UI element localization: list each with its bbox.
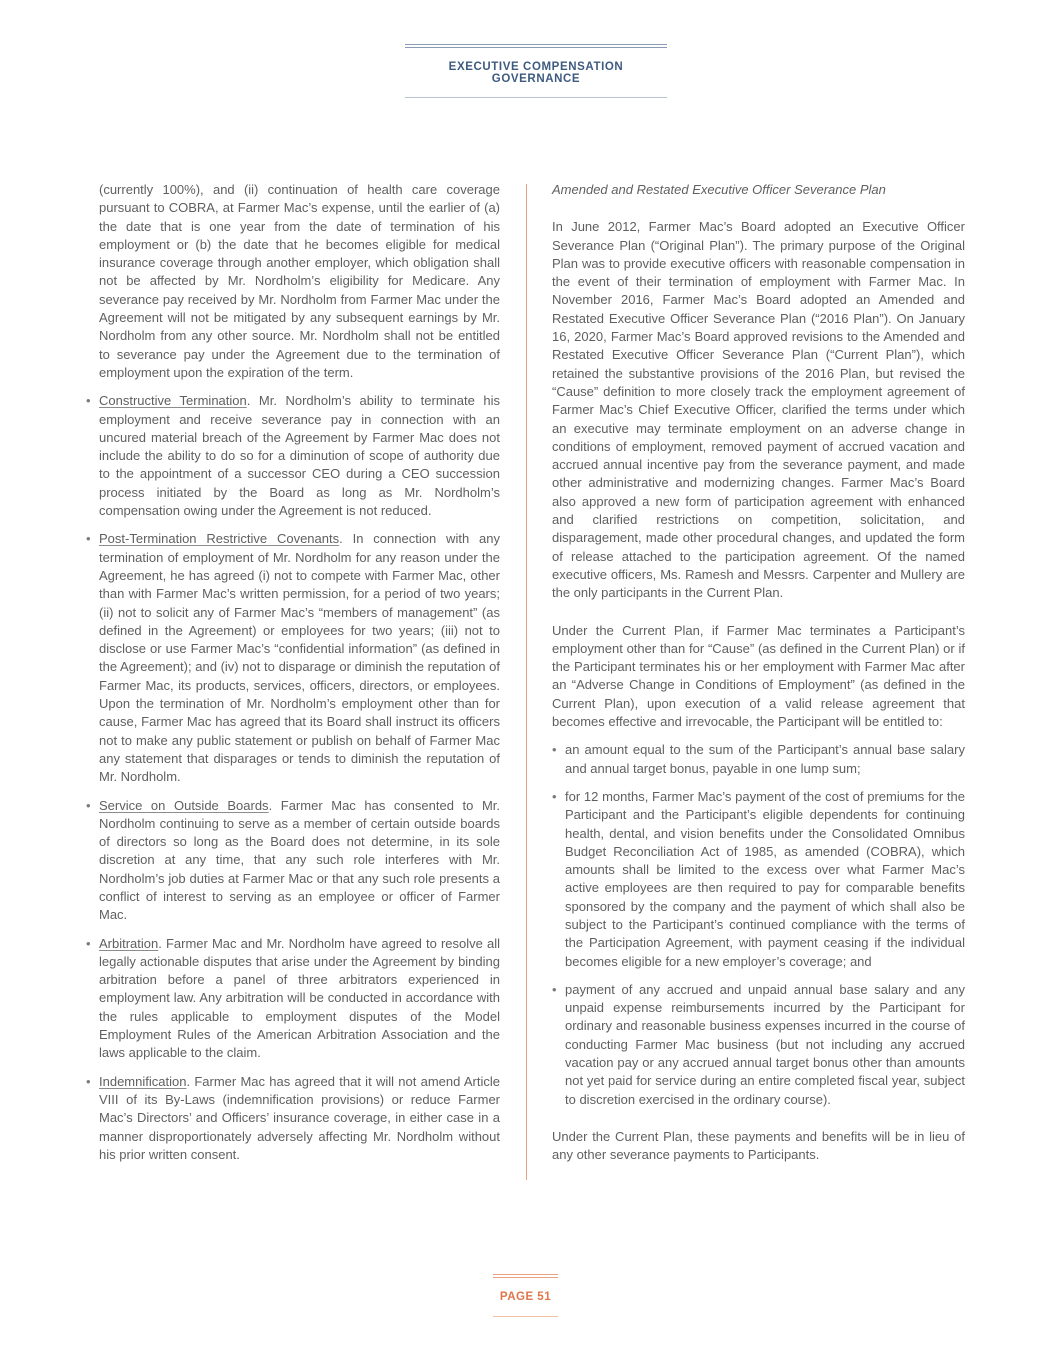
- bullet-indemnification: [86, 1073, 500, 1164]
- bullet-dot-icon: •: [86, 393, 91, 409]
- bullet-term: Indemnification: [99, 1073, 187, 1089]
- entitlement-bullet-text: for 12 months, Farmer Mac’s payment of the cost of premiums for the Participant and the Participant’s eligible dependents for continuing health, dental, and vision benefits under the Consolidated Omnibus Budget Reconciliation Act of 1985, as amended (COBRA), which amounts shall be limited to the excess over what Farmer Mac’s active employees are then required to pay for comparable benefits sponsored by the company and the payment of which shall also be subject to the Participant’s continued compliance with the terms of the Participation Agreement, with payment ceasing if the individual becomes eligible for a new employer’s coverage; and: [565, 788, 965, 969]
- bullet-restrictive-covenants: [86, 530, 500, 786]
- bullet-dot-icon: •: [86, 1073, 91, 1089]
- bullet-outside-boards: [86, 797, 500, 925]
- left-column: [86, 181, 500, 1174]
- left-intro-paragraph: (currently 100%), and (ii) continuation of health care coverage pursuant to COBRA, at Farmer Mac’s expense, until the earlier of (a) the date that is one year from the date of termination of his employment or (b) the date that he becomes eligible for medical insurance coverage through another employer, which obligation shall not be affected by Mr. Nordholm’s eligibility for Medicare. Any severance pay received by Mr. Nordholm from Farmer Mac under the Agreement will not be mitigated by any subsequent earnings by Mr. Nordholm from any other source. Mr. Nordholm shall not be entitled to severance pay under the Agreement due to the termination of employment upon the expiration of the term.: [99, 182, 500, 380]
- bullet-constructive-termination: [86, 392, 500, 520]
- page-footer: [493, 1274, 558, 1317]
- header-rule-bottom: [405, 97, 667, 98]
- bullet-dot-icon: •: [86, 935, 91, 951]
- bullet-dot-icon: •: [552, 742, 557, 758]
- bullet-arbitration: [86, 935, 500, 1063]
- bullet-term: Service on Outside Boards: [99, 797, 269, 813]
- bullet-text: . Farmer Mac and Mr. Nordholm have agreed to resolve all legally actionable disputes that arise under the Agreement by binding arbitration before a panel of three arbitrators experienced in employment law. Any arbitration will be conducted in accordance with the rules applicable to employment disputes of the Model Employment Rules of the American Arbitration Association and the laws applicable to the claim.: [99, 935, 500, 1061]
- page-number: PAGE 51: [499, 1291, 552, 1303]
- header-title: EXECUTIVE COMPENSATION GOVERNANCE: [448, 61, 624, 85]
- bullet-dot-icon: •: [552, 788, 557, 804]
- entitlement-bullet-text: an amount equal to the sum of the Participant’s annual base salary and annual target bonus, payable in one lump sum;: [565, 742, 965, 776]
- bullet-text: . Farmer Mac has agreed that it will not amend Article VIII of its By-Laws (indemnification provisions) or reduce Farmer Mac’s Directors’ and Officers’ insurance coverage, in either case in a manner disproportionately adversely affecting Mr. Nordholm without his prior written consent.: [99, 1073, 500, 1162]
- right-column: [552, 181, 965, 1165]
- bullet-dot-icon: •: [86, 531, 91, 547]
- bullet-term: Constructive Termination: [99, 393, 247, 409]
- bullet-text: . Farmer Mac has consented to Mr. Nordholm continuing to serve as a member of certain outside boards of directors so long as the Board does not determine, in its sole discretion at any time, that any such role interferes with Mr. Nordholm’s job duties at Farmer Mac or that any such role presents a conflict of interest to serving as an employee or officer of Farmer Mac.: [99, 797, 500, 923]
- bullet-dot-icon: •: [86, 797, 91, 813]
- entitlement-bullet-text: payment of any accrued and unpaid annual base salary and any unpaid expense reimbursements incurred by the Participant for ordinary and reasonable business expenses incurred in the course of conducting Farmer Mac business (but not including any accrued vacation pay or any accrued annual target bonus other than amounts not yet paid for service during an entire completed fiscal year, subject to discretion exercised in the ordinary course).: [565, 981, 965, 1107]
- entitlement-bullet: [552, 981, 965, 1109]
- bullet-text: . In connection with any termination of employment of Mr. Nordholm for any reason under the Agreement, he has agreed (i) not to compete with Farmer Mac, other than with Farmer Mac’s written permission, for a period of two years; (ii) not to solicit any of Farmer Mac’s “members of management” (as defined in the Agreement) or employees for two years; (iii) not to disclose or use Farmer Mac’s “confidential information” (as defined in the Agreement); and (iv) not to disparage or diminish the reputation of Farmer Mac, its products, services, officers, directors, or employees. Upon the termination of Mr. Nordholm’s employment other than for cause, Farmer Mac has agreed that its Board shall instruct its officers not to make any public statement or publish on behalf of Farmer Mac any statement that disparages or tends to diminish the reputation of Mr. Nordholm.: [99, 531, 500, 785]
- footer-rule-bottom: [493, 1316, 558, 1317]
- column-divider: [526, 184, 527, 1180]
- bullet-term: Post-Termination Restrictive Covenants: [99, 531, 340, 547]
- entitlement-bullet: [552, 741, 965, 778]
- section-subheading: Amended and Restated Executive Officer Severance Plan: [552, 182, 886, 197]
- severance-plan-history-paragraph: In June 2012, Farmer Mac’s Board adopted an Executive Officer Severance Plan (“Original Plan”). The primary purpose of the Original Plan was to provide executive officers with reasonable compensation in the event of their termination of employment with Farmer Mac. In November 2016, Farmer Mac’s Board adopted an Amended and Restated Executive Officer Severance Plan (“2016 Plan”). On January 16, 2020, Farmer Mac’s Board approved revisions to the Amended and Restated Executive Officer Severance Plan (“Current Plan”), which retained the substantive provisions of the 2016 Plan, but revised the “Cause” definition to more closely track the employment agreement of Farmer Mac’s Chief Executive Officer, clarified the terms under which an executive may terminate employment on an adverse change in conditions of employment, removed payment of accrued vacation and accrued annual incentive pay from the severance payment, and made other administrative and modernizing changes. Farmer Mac’s Board also approved a new form of participation agreement with enhanced and clarified restrictions on competition, solicitation, and disparagement, made other procedural changes, and updated the form of release attached to the participation agreement. Of the named executive officers, Ms. Ramesh and Messrs. Carpenter and Mullery are the only participants in the Current Plan.: [552, 219, 965, 601]
- bullet-dot-icon: •: [552, 981, 557, 997]
- page-header: [405, 44, 667, 98]
- bullet-text: . Mr. Nordholm’s ability to terminate his employment and receive severance pay in connection with an uncured material breach of the Agreement by Farmer Mac does not include the ability to do so for a diminution of scope of authority due to the appointment of a successor CEO during a CEO succession process initiated by the Board as long as Mr. Nordholm’s compensation owing under the Agreement is not reduced.: [99, 393, 500, 519]
- lieu-of-severance-paragraph: Under the Current Plan, these payments and benefits will be in lieu of any other severance payments to Participants.: [552, 1128, 965, 1163]
- current-plan-entitlement-paragraph: Under the Current Plan, if Farmer Mac terminates a Participant’s employment other than for “Cause” (as defined in the Current Plan) or if the Participant terminates his or her employment with Farmer Mac after an “Adverse Change in Conditions of Employment” (as defined in the Current Plan), upon execution of a valid release agreement that becomes effective and irrevocable, the Participant will be entitled to:: [552, 622, 965, 730]
- bullet-term: Arbitration: [99, 935, 159, 951]
- entitlement-bullet: [552, 788, 965, 971]
